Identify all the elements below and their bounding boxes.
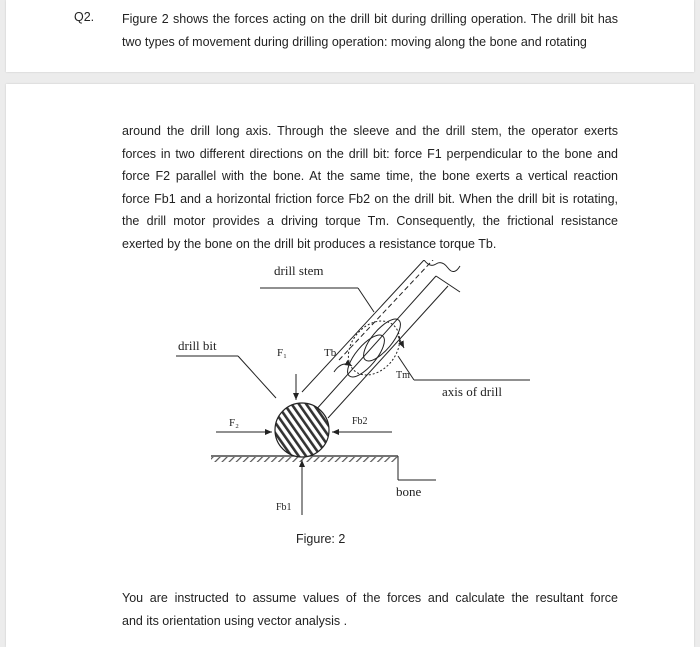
intro-line: two types of movement during drilling operation: moving along the bone and rotating: [122, 34, 587, 49]
label-fb2: Fb2: [352, 416, 368, 427]
body-line: the drill motor provides a driving torque Tm. Consequently, the frictional resistance: [122, 214, 618, 228]
question-number: Q2.: [74, 10, 95, 24]
instruction-line: You are instructed to assume values of the forces and calculate the resultant force: [122, 591, 618, 605]
drill-figure: [6, 260, 694, 560]
label-tm: Tm: [396, 370, 410, 381]
body-line: exerted by the bone on the drill bit produces a resistance torque Tb.: [122, 236, 497, 251]
drill-bit-head: [275, 403, 329, 457]
label-drill-stem: drill stem: [274, 263, 324, 278]
instruction-paragraph: [122, 587, 618, 632]
intro-paragraph: [122, 8, 618, 53]
label-f2: F₂: [229, 417, 239, 429]
question-card-top: [6, 0, 694, 72]
label-fb1: Fb1: [276, 502, 292, 513]
body-paragraph: [122, 120, 618, 255]
drill-shaft: [302, 260, 461, 418]
body-line: force Fb1 and a horizontal friction force Fb2 on the drill bit. When the drill bit is rotating,: [122, 191, 618, 206]
intro-line: Figure 2 shows the forces acting on the drill bit during drilling operation. The drill bit has: [122, 12, 618, 26]
body-line: forces in two different directions on the drill bit: force F1 perpendicular to the bone and: [122, 146, 618, 161]
label-f1: F₁: [277, 347, 287, 359]
instruction-line: and its orientation using vector analysis .: [122, 613, 348, 628]
label-tb: Tb: [324, 347, 337, 359]
label-bone: bone: [396, 484, 422, 499]
tb-arrow: [334, 364, 352, 372]
figure-caption: Figure: 2: [296, 532, 346, 546]
body-line: force F2 parallel with the bone. At the same time, the bone exerts a vertical reaction: [122, 169, 618, 183]
label-drill-bit: drill bit: [178, 338, 217, 353]
body-line: around the drill long axis. Through the sleeve and the drill stem, the operator exerts: [122, 124, 618, 138]
label-axis-of-drill: axis of drill: [442, 384, 502, 399]
question-card-main: [6, 84, 694, 647]
